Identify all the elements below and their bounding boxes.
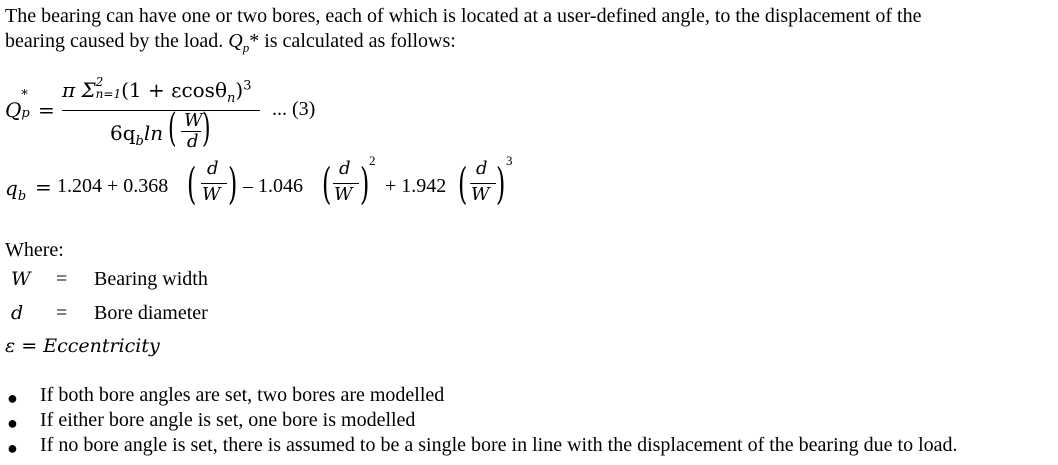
intro-line-2-post: * is calculated as follows: (249, 30, 456, 52)
qb-f3-den: W (471, 184, 490, 205)
qb-lhs: $q_b$ (5, 176, 27, 204)
qb-f2-num: d (339, 158, 351, 179)
qb-f3-paren-open: ( (458, 158, 468, 210)
qb-f1-paren-close: ) (228, 158, 238, 210)
qp-subscript: p (242, 40, 250, 55)
where-symbol-w: W (11, 268, 31, 290)
eq3-paren-open: ( (168, 107, 177, 152)
qb-term-2: – 1.046 (243, 175, 303, 197)
qb-term-3: + 1.942 (385, 175, 447, 197)
intro-line-1: The bearing can have one or two bores, each of which is located at a user-defined angle, to the displacement of the (5, 5, 922, 27)
where-eq-d: = (56, 302, 68, 324)
eq3-paren-close: ) (202, 107, 211, 152)
eq3-denominator: $6q_b\ln$ (110, 121, 164, 149)
where-heading: Where: (5, 239, 64, 261)
qb-f3-num: d (476, 158, 488, 179)
qb-f1-num: d (207, 158, 219, 179)
bullet-text-2: If either bore angle is set, one bore is modelled (40, 409, 416, 431)
qb-f2-paren-open: ( (322, 158, 332, 210)
qb-term-1: 1.204 + 0.368 (57, 175, 169, 197)
eq3-equals: = (38, 98, 55, 122)
where-eq-w: = (56, 268, 68, 290)
intro-line-2 (5, 29, 456, 60)
eq3-inner-num: W (184, 110, 203, 131)
qp-variable: Q (228, 30, 243, 52)
bullet-dot-2: ● (7, 413, 18, 433)
bullet-dot-1: ● (7, 388, 18, 408)
qb-exp-3: 3 (506, 153, 513, 168)
eq3-numerator: π Σ 2 n=1 $(1 + \varepsilon\cos\theta_n)^3$ (62, 75, 252, 106)
eq3-fraction-bar (62, 110, 260, 111)
where-eccentricity: ε = Eccentricity (5, 335, 160, 357)
eq3-inner-den: d (187, 131, 199, 152)
qb-f3-paren-close: ) (496, 158, 506, 210)
qb-equals: = (35, 175, 52, 199)
eq3-label: ... (3) (272, 98, 316, 120)
qb-f2-den: W (334, 184, 353, 205)
where-symbol-d: d (11, 302, 24, 324)
intro-line-2-pre: bearing caused by the load. (5, 30, 229, 52)
qb-exp-2: 2 (369, 153, 376, 168)
where-desc-w: Bearing width (94, 268, 208, 290)
qb-f2-paren-close: ) (360, 158, 370, 210)
bullet-text-1: If both bore angles are set, two bores are modelled (40, 384, 445, 406)
bullet-dot-3: ● (7, 438, 18, 458)
qb-f1-den: W (202, 184, 221, 205)
qb-f1-paren-open: ( (187, 158, 197, 210)
where-desc-d: Bore diameter (94, 302, 208, 324)
eq3-lhs: Q * p (5, 88, 30, 122)
bullet-text-3: If no bore angle is set, there is assumed to be a single bore in line with the displacement of the bearing due to load. (40, 434, 958, 456)
